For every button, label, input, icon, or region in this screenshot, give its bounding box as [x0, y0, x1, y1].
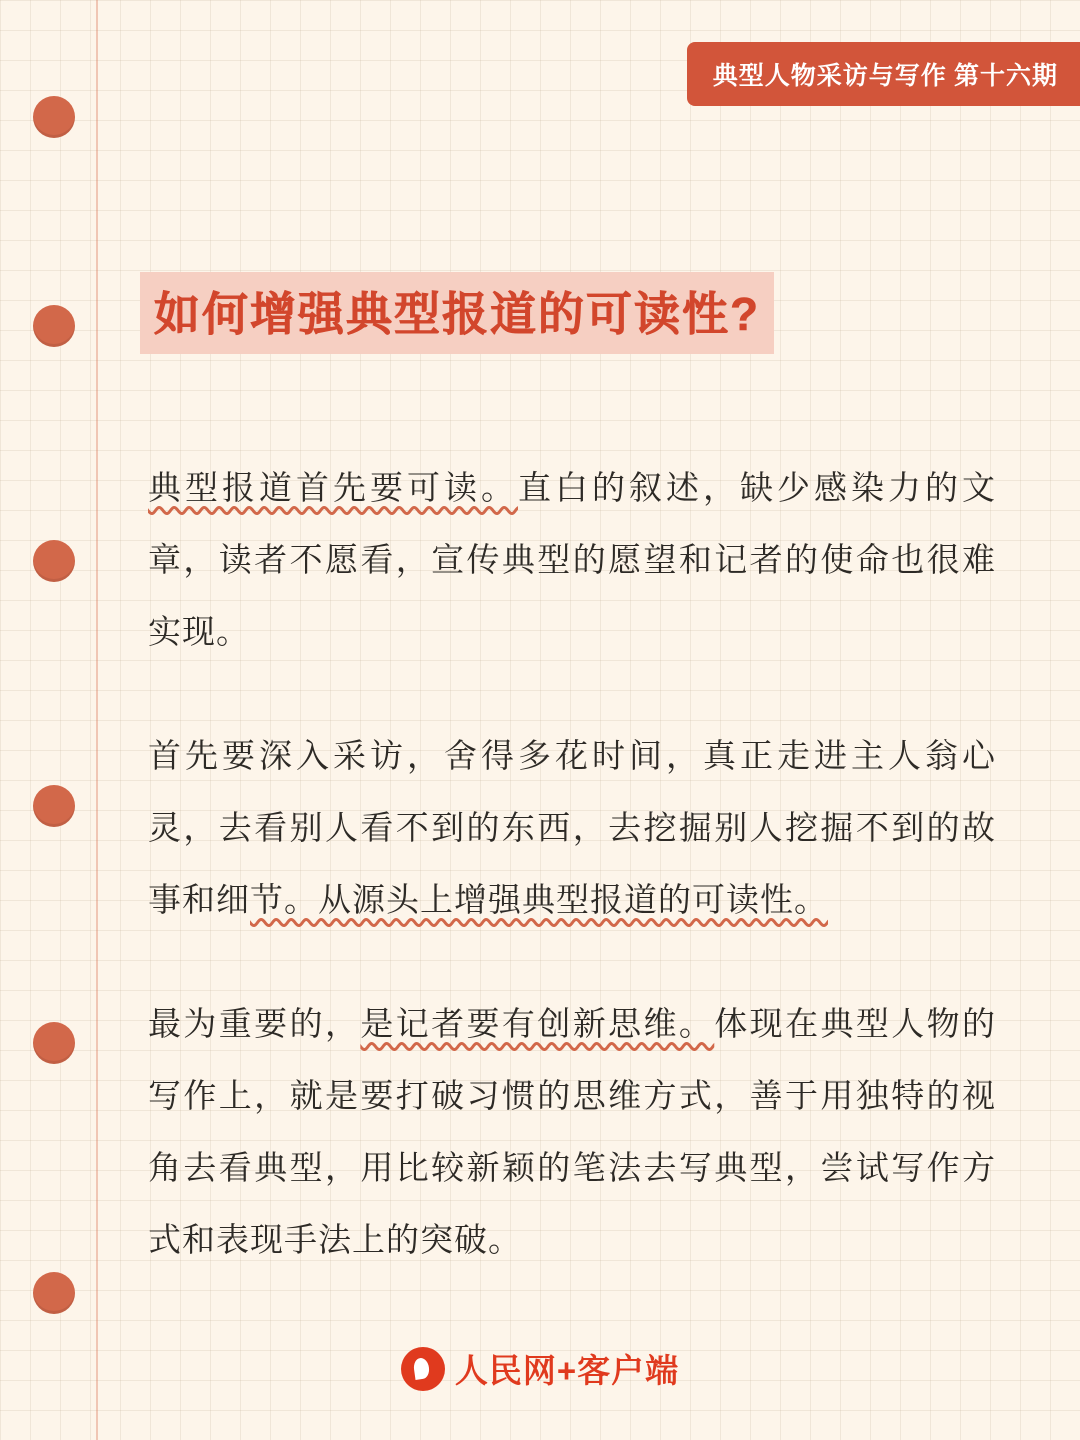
binder-hole — [33, 1272, 75, 1314]
binder-hole — [33, 540, 75, 582]
paragraph-3-rest: 体现在典型人物的写作上，就是要打破习惯的思维方式，善于用独特的视角去看典型，用比较新颖的笔法去写典型，尝试写作方式和表现手法上的突破。 — [148, 1007, 997, 1259]
title-highlight — [140, 272, 774, 354]
binder-hole — [33, 305, 75, 347]
paragraph-2-emphasis: 节。从源头上增强典型报道的可读性。 — [250, 883, 828, 919]
paragraph-1 — [148, 453, 996, 669]
paragraph-2 — [148, 721, 996, 937]
binder-hole — [33, 1022, 75, 1064]
paragraph-3-lead: 最为重要的， — [148, 1007, 361, 1043]
paragraph-1-rest: 直白的叙述，缺少感染力的文章，读者不愿看，宣传典型的愿望和记者的使命也很难实现。 — [148, 471, 996, 651]
paragraph-3-emphasis: 是记者要有创新思维。 — [360, 1007, 715, 1043]
binder-hole — [33, 96, 75, 138]
people-daily-logo-icon — [401, 1347, 445, 1391]
binder-hole — [33, 785, 75, 827]
paragraph-3 — [148, 989, 996, 1277]
footer-logo-text: 人民网+客户端 — [454, 1352, 680, 1389]
title-text: 如何增强典型报道的可读性? — [154, 288, 761, 340]
margin-rule-line — [96, 0, 98, 1440]
paragraph-1-emphasis: 典型报道首先要可读。 — [148, 471, 518, 507]
footer-brand — [0, 1345, 1080, 1392]
page-title — [140, 272, 774, 354]
paragraph-2-lead: 首先要深入采访，舍得多花时间，真正走进主人翁心灵，去看别人看不到的东西，去挖掘别人挖掘不到的故事和细 — [148, 739, 996, 919]
series-tag: 典型人物采访与写作 第十六期 — [687, 42, 1080, 106]
binder-holes — [33, 0, 93, 1440]
article-body — [148, 420, 996, 1277]
